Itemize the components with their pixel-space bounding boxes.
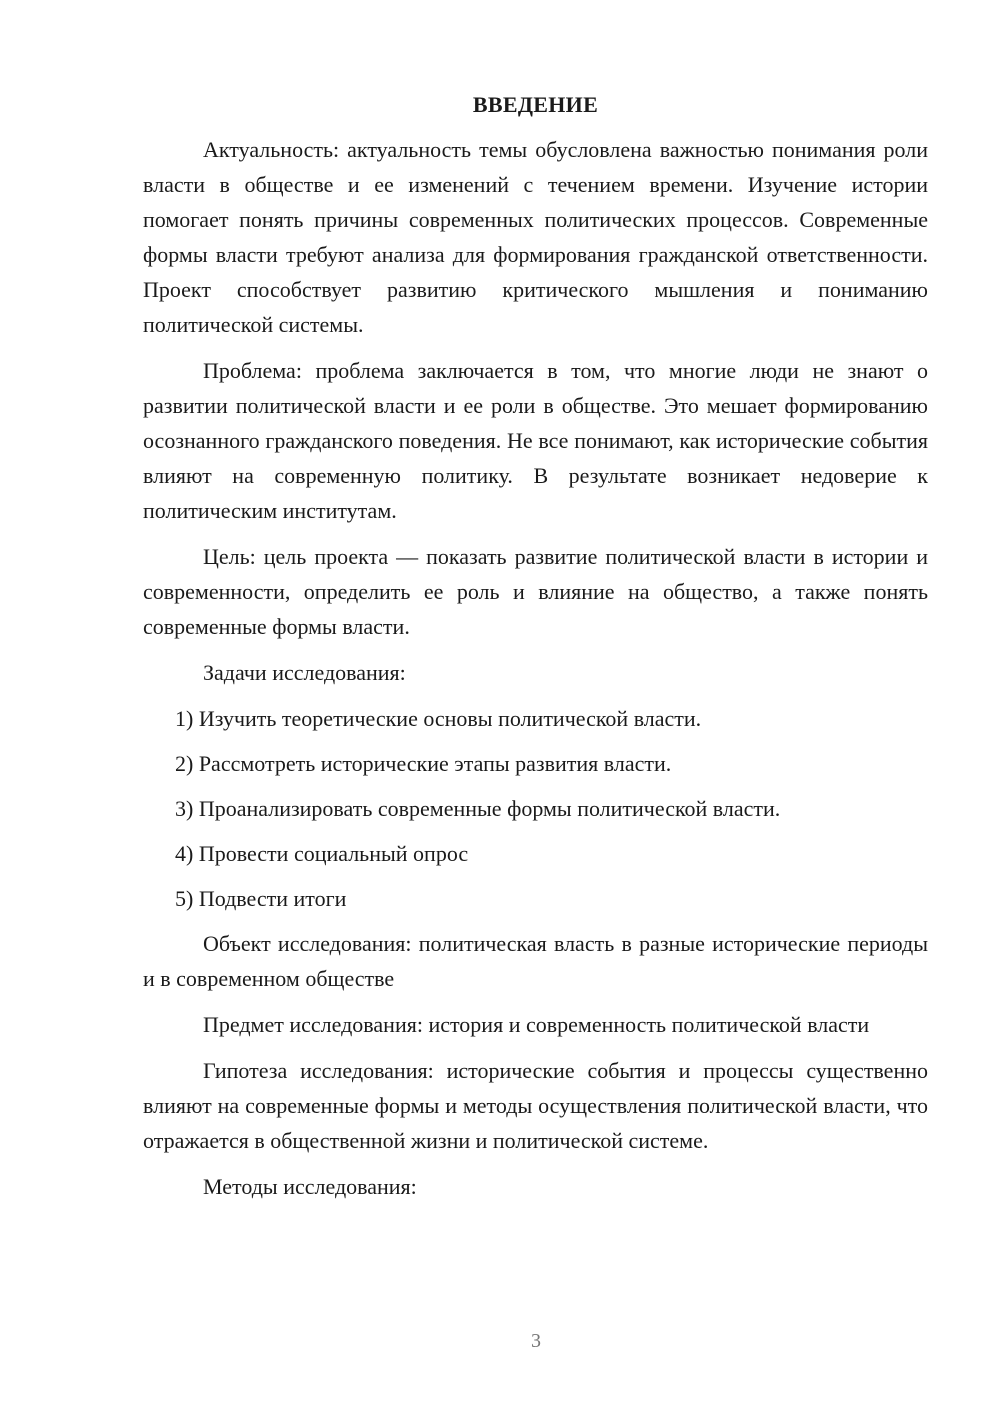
list-item: 1) Изучить теоретические основы политической власти. xyxy=(175,706,702,731)
object-paragraph: Объект исследования: политическая власть в разные исторические периоды и в современном обществе xyxy=(143,931,928,991)
list-item: 4) Провести социальный опрос xyxy=(175,841,469,866)
page-number: 3 xyxy=(531,1330,541,1352)
hypothesis-paragraph: Гипотеза исследования: исторические события и процессы существенно влияют на современные формы и методы осуществления политической власти, что отражается в общественной жизни и политической системе. xyxy=(143,1058,928,1153)
goal-paragraph: Цель: цель проекта — показать развитие политической власти в истории и современности, определить ее роль и влияние на общество, а также понять современные формы власти. xyxy=(143,544,928,639)
list-item: 5) Подвести итоги xyxy=(175,886,347,911)
subject-paragraph: Предмет исследования: история и современность политической власти xyxy=(203,1012,870,1037)
tasks-heading: Задачи исследования: xyxy=(203,660,406,685)
problem-paragraph: Проблема: проблема заключается в том, что многие люди не знают о развитии политической власти и ее роли в обществе. Это мешает формированию осознанного гражданского поведения. Не все понимают, как исторические события влияют на современную политику. В результате возникает недоверие к политическим институтам. xyxy=(143,358,928,523)
relevance-paragraph: Актуальность: актуальность темы обусловлена важностью понимания роли власти в обществе и ее изменений с течением времени. Изучение истории помогает понять причины современных политических процессов. Современные формы власти требуют анализа для формирования гражданской ответственности. Проект способствует развитию критического мышления и пониманию политической системы. xyxy=(143,137,928,337)
document-page xyxy=(143,92,928,1215)
list-item: 2) Рассмотреть исторические этапы развития власти. xyxy=(175,751,672,776)
section-title: ВВЕДЕНИЕ xyxy=(472,92,599,117)
methods-heading: Методы исследования: xyxy=(203,1174,417,1199)
list-item: 3) Проанализировать современные формы политической власти. xyxy=(175,796,781,821)
tasks-list xyxy=(143,701,928,916)
